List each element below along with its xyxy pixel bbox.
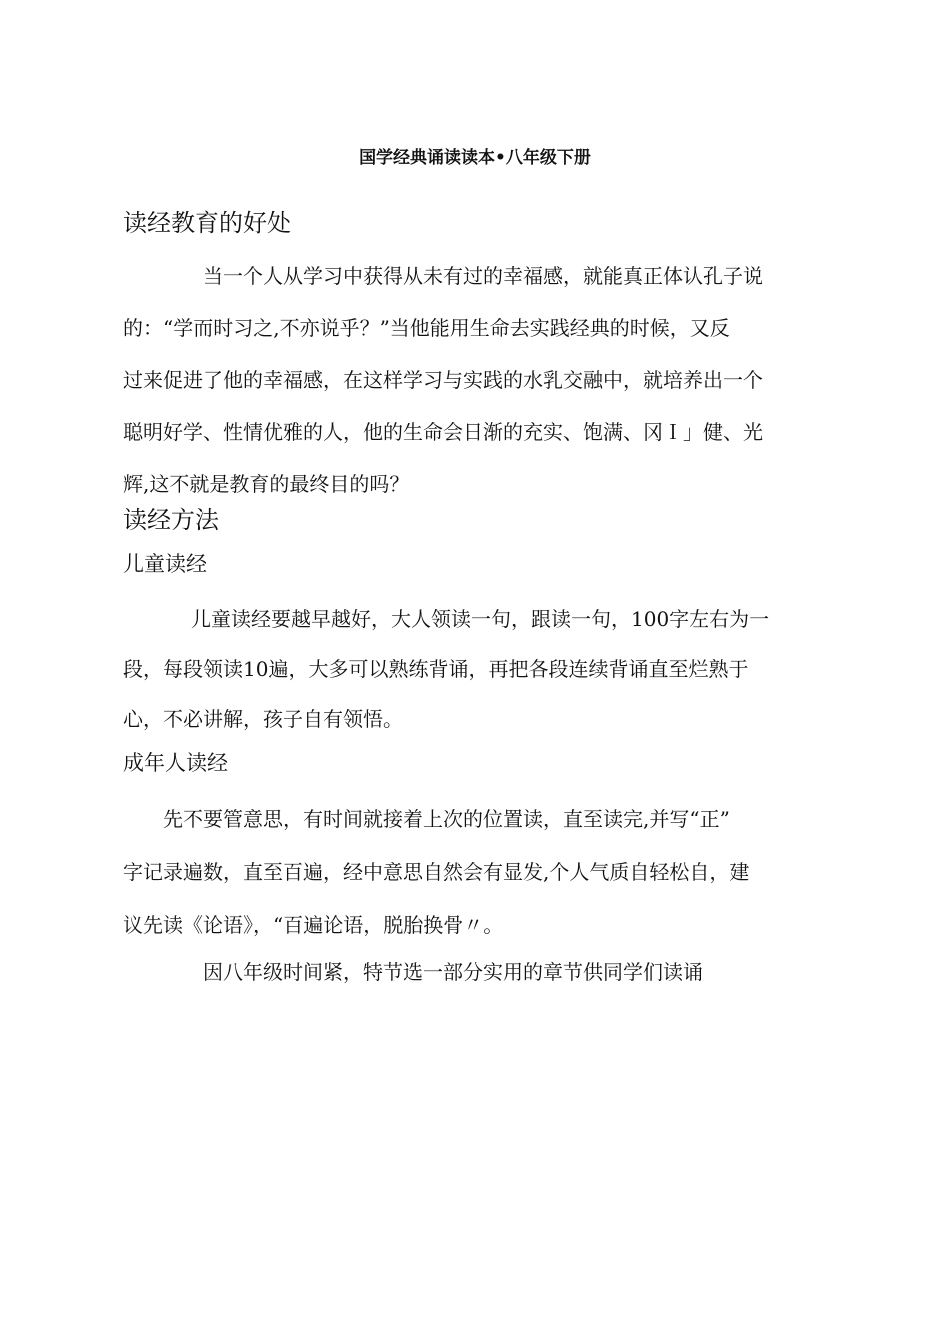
section-heading-benefits: 读经教育的好处	[123, 209, 291, 237]
section-heading-method: 读经方法	[123, 506, 219, 534]
paragraph-line: 的：“学而时习之,不亦说乎？”当他能用生命去实践经典的时候，又反	[123, 316, 730, 340]
paragraph-line: 段，每段领读10遍，大多可以熟练背诵，再把各段连续背诵直至烂熟于	[123, 657, 749, 681]
paragraph-line: 聪明好学、性情优雅的人，他的生命会日渐的充实、饱满、冈Ｉ」健、光	[123, 420, 763, 444]
paragraph-line: 字记录遍数，直至百遍，经中意思自然会有显发,个人气质自轻松自，建	[123, 860, 750, 884]
children-paragraph	[123, 594, 835, 744]
subheading-adults: 成年人读经	[123, 751, 228, 775]
paragraph-line: 辉,这不就是教育的最终目的吗？	[123, 472, 410, 496]
paragraph-line: 儿童读经要越早越好，大人领读一句，跟读一句，100字左右为一	[191, 607, 770, 631]
page-header: 国学经典诵读读本•八年级下册	[359, 148, 591, 168]
paragraph-line: 议先读《论语》，“百遍论语，脱胎换骨〃。	[123, 913, 504, 937]
paragraph-line: 过来促进了他的幸福感，在这样学习与实践的水乳交融中，就培养出一个	[123, 368, 763, 392]
paragraph-line: 心，不必讲解，孩子自有领悟。	[123, 707, 403, 731]
paragraph-line: 当一个人从学习中获得从未有过的幸福感，就能真正体认孔子说	[203, 264, 763, 288]
closing-note: 因八年级时间紧，特节选一部分实用的章节供同学们读诵	[203, 960, 703, 984]
adults-paragraph	[123, 793, 835, 952]
paragraph-line: 先不要管意思，有时间就接着上次的位置读，直至读完,并写“正”	[163, 807, 730, 831]
benefits-paragraph	[123, 250, 835, 510]
subheading-children: 儿童读经	[123, 552, 207, 576]
